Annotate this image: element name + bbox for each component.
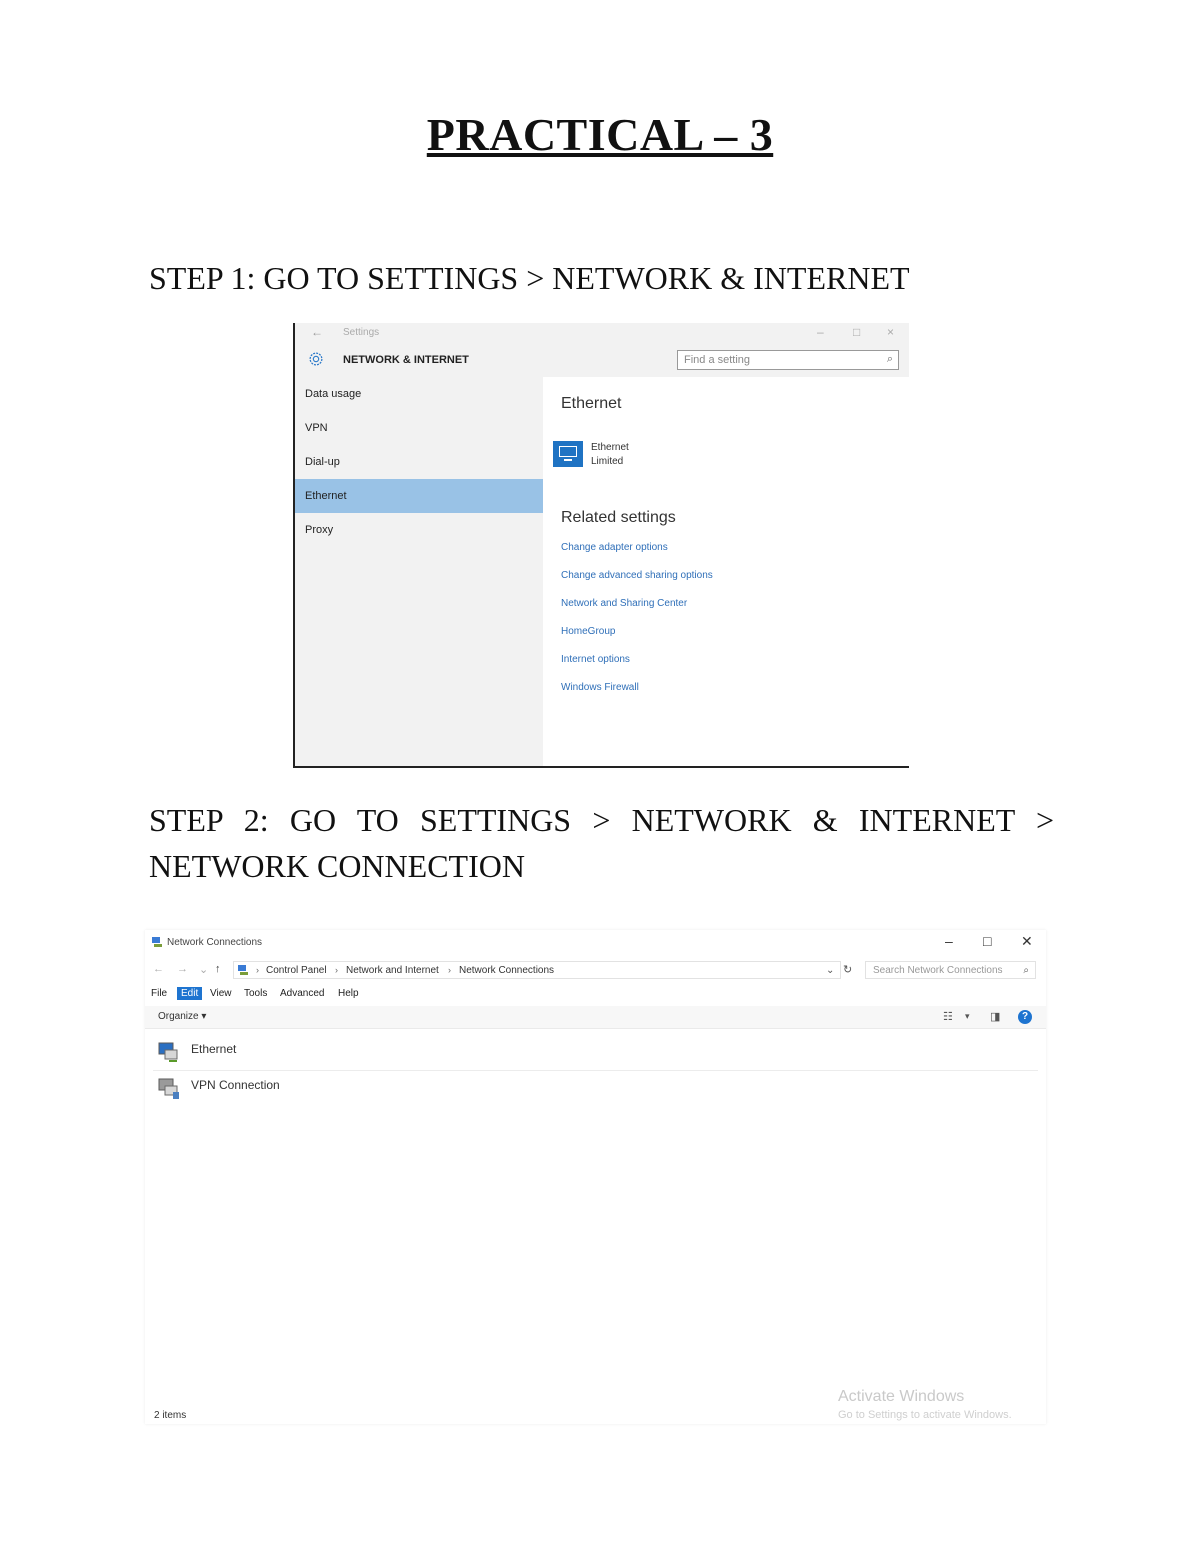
minimize-button[interactable]: – [945, 933, 953, 949]
control-panel-icon [237, 964, 249, 976]
status-bar-count: 2 items [154, 1410, 187, 1421]
menu-view[interactable]: View [210, 988, 232, 999]
window-title: Network Connections [167, 937, 263, 948]
menu-edit[interactable]: Edit [177, 987, 202, 1000]
search-input[interactable] [865, 961, 1036, 979]
settings-window-title: Settings [343, 327, 380, 338]
close-button[interactable]: ✕ [1021, 933, 1033, 949]
menu-tools[interactable]: Tools [244, 988, 268, 999]
gear-icon [307, 350, 325, 368]
adapter-status: Limited [591, 456, 624, 467]
link-homegroup[interactable]: HomeGroup [561, 626, 616, 637]
settings-window [293, 323, 909, 768]
section-title: NETWORK & INTERNET [343, 354, 469, 366]
organize-button[interactable]: Organize ▾ [158, 1011, 207, 1022]
menu-file[interactable]: File [151, 988, 168, 999]
preview-pane-icon[interactable]: ◨ [990, 1011, 1001, 1023]
nav-item-data-usage[interactable]: Data usage [305, 388, 362, 400]
connection-vpn[interactable]: VPN Connection [191, 1078, 280, 1092]
menu-help[interactable]: Help [338, 988, 359, 999]
related-settings-heading: Related settings [561, 509, 676, 526]
refresh-icon[interactable]: ↻ [843, 964, 853, 976]
search-placeholder: Search Network Connections [873, 965, 1003, 976]
breadcrumb-network-internet[interactable]: Network and Internet [346, 965, 439, 976]
settings-content [543, 377, 909, 766]
activation-watermark-subtitle: Go to Settings to activate Windows. [838, 1409, 1012, 1421]
network-connections-window [145, 930, 1046, 1424]
vpn-connection-icon[interactable] [157, 1076, 183, 1100]
link-network-sharing-center[interactable]: Network and Sharing Center [561, 598, 688, 609]
up-button[interactable]: ↑ [215, 963, 221, 975]
nav-item-dial-up[interactable]: Dial-up [305, 456, 340, 468]
maximize-button[interactable]: □ [853, 325, 861, 339]
breadcrumb-network-connections[interactable]: Network Connections [459, 965, 555, 976]
settings-nav [295, 377, 543, 766]
menu-advanced[interactable]: Advanced [280, 988, 325, 999]
address-dropdown-icon[interactable]: ⌄ [826, 965, 835, 976]
search-icon: ⌕ [1023, 965, 1029, 976]
link-windows-firewall[interactable]: Windows Firewall [561, 682, 639, 693]
activation-watermark-title: Activate Windows [838, 1388, 965, 1405]
content-heading: Ethernet [561, 395, 622, 412]
view-options-icon[interactable]: ☷ [943, 1011, 953, 1023]
settings-header [295, 343, 909, 377]
address-bar[interactable] [233, 961, 841, 979]
settings-titlebar [295, 323, 909, 343]
breadcrumb-control-panel[interactable]: Control Panel [266, 965, 327, 976]
breadcrumb-separator: › [448, 965, 451, 975]
breadcrumb-separator: › [335, 965, 338, 975]
connection-ethernet[interactable]: Ethernet [191, 1042, 237, 1056]
link-change-adapter-options[interactable]: Change adapter options [561, 542, 668, 553]
back-arrow-icon[interactable]: ← [311, 325, 323, 339]
maximize-button[interactable]: □ [983, 933, 992, 949]
step-1-text: STEP 1: GO TO SETTINGS > NETWORK & INTERNET [149, 260, 910, 296]
nav-item-ethernet[interactable]: Ethernet [295, 479, 543, 513]
minimize-button[interactable]: – [817, 325, 824, 339]
ethernet-connection-icon[interactable] [157, 1040, 183, 1064]
command-bar [145, 1006, 1046, 1029]
link-internet-options[interactable]: Internet options [561, 654, 630, 665]
forward-button[interactable]: → [177, 963, 188, 975]
adapter-name[interactable]: Ethernet [591, 442, 629, 453]
document-title: PRACTICAL – 3 [426, 109, 774, 160]
breadcrumb-separator: › [256, 965, 259, 975]
network-connections-icon [151, 936, 163, 948]
nav-item-proxy[interactable]: Proxy [305, 524, 334, 536]
help-icon[interactable]: ? [1018, 1010, 1032, 1024]
back-button[interactable]: ← [153, 963, 164, 975]
close-button[interactable]: × [887, 325, 895, 339]
search-icon: ⌕ [886, 353, 893, 365]
step-2-text: STEP 2: GO TO SETTINGS > NETWORK & INTERNET > NETWORK CONNECTION [149, 802, 1054, 884]
nav-item-vpn[interactable]: VPN [305, 422, 328, 434]
view-dropdown-icon[interactable]: ▾ [965, 1011, 970, 1021]
link-change-advanced-sharing[interactable]: Change advanced sharing options [561, 570, 713, 581]
find-setting-input[interactable] [677, 350, 899, 370]
recent-locations-button[interactable]: ⌄ [199, 964, 209, 976]
row-divider [153, 1070, 1038, 1071]
find-setting-placeholder: Find a setting [684, 354, 751, 366]
ethernet-adapter-icon[interactable] [553, 441, 583, 467]
